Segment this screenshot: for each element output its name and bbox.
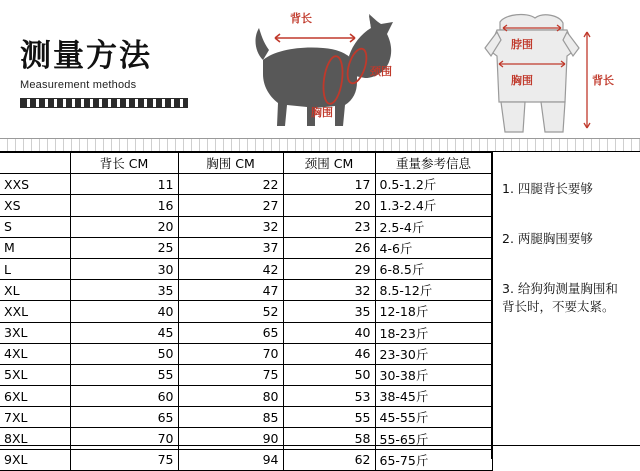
cell-weight: 6-8.5斤 (375, 258, 492, 279)
cell-size: XS (0, 195, 70, 216)
dog-illustration (245, 8, 405, 138)
table-row (0, 301, 492, 322)
page-title: 测量方法 (20, 38, 152, 74)
cell-chest: 70 (178, 343, 283, 364)
cell-weight: 38-45斤 (375, 386, 492, 407)
cell-weight: 18-23斤 (375, 322, 492, 343)
table-row (0, 322, 492, 343)
cell-neck: 53 (283, 386, 375, 407)
cell-weight: 12-18斤 (375, 301, 492, 322)
cell-chest: 65 (178, 322, 283, 343)
note-item: 2. 两腿胸围要够 (502, 231, 593, 246)
cell-chest: 80 (178, 386, 283, 407)
cell-back-length: 70 (70, 428, 178, 449)
cell-back-length: 20 (70, 216, 178, 237)
note-item: 3. 给狗狗测量胸围和背长时，不要太紧。 (502, 281, 618, 315)
dog-chest-label: 胸围 (311, 106, 333, 119)
cell-neck: 20 (283, 195, 375, 216)
bottom-divider (0, 445, 640, 446)
garment-back-length-label: 背长 (592, 74, 614, 87)
cell-back-length: 11 (70, 174, 178, 195)
table-row (0, 364, 492, 385)
cell-size: 5XL (0, 364, 70, 385)
cell-weight: 23-30斤 (375, 343, 492, 364)
cell-chest: 47 (178, 280, 283, 301)
table-row (0, 237, 492, 258)
note-item: 1. 四腿背长要够 (502, 181, 593, 196)
cell-neck: 29 (283, 258, 375, 279)
cell-chest: 27 (178, 195, 283, 216)
cell-chest: 94 (178, 449, 283, 470)
table-row (0, 386, 492, 407)
cell-back-length: 25 (70, 237, 178, 258)
garment-illustration (455, 6, 630, 142)
column-header-weight: 重量参考信息 (375, 153, 492, 174)
cell-chest: 37 (178, 237, 283, 258)
table-row (0, 216, 492, 237)
cell-weight: 30-38斤 (375, 364, 492, 385)
cell-neck: 17 (283, 174, 375, 195)
cell-chest: 85 (178, 407, 283, 428)
cell-neck: 62 (283, 449, 375, 470)
table-header (0, 153, 492, 174)
cell-weight: 0.5-1.2斤 (375, 174, 492, 195)
cell-weight: 65-75斤 (375, 449, 492, 470)
title-block (20, 40, 230, 108)
cell-back-length: 35 (70, 280, 178, 301)
cell-neck: 58 (283, 428, 375, 449)
table-row (0, 407, 492, 428)
cell-chest: 52 (178, 301, 283, 322)
cell-neck: 40 (283, 322, 375, 343)
cell-chest: 42 (178, 258, 283, 279)
size-table (0, 152, 493, 471)
illustration-band (0, 0, 640, 152)
cell-weight: 55-65斤 (375, 428, 492, 449)
table-row (0, 343, 492, 364)
column-header-chest: 胸围 CM (178, 153, 283, 174)
table-body (0, 174, 492, 471)
notes-column (492, 152, 640, 459)
cell-size: 7XL (0, 407, 70, 428)
cell-back-length: 55 (70, 364, 178, 385)
column-header-neck: 颈围 CM (283, 153, 375, 174)
garment-neck-label: 脖围 (511, 38, 533, 51)
column-header-size (0, 153, 70, 174)
column-header-back-length: 背长 CM (70, 153, 178, 174)
size-table-wrap (0, 152, 492, 468)
cell-size: 4XL (0, 343, 70, 364)
cell-chest: 90 (178, 428, 283, 449)
table-row (0, 258, 492, 279)
cell-chest: 75 (178, 364, 283, 385)
table-row (0, 195, 492, 216)
cell-back-length: 40 (70, 301, 178, 322)
cell-size: XXS (0, 174, 70, 195)
cell-back-length: 45 (70, 322, 178, 343)
cell-back-length: 60 (70, 386, 178, 407)
cell-weight: 8.5-12斤 (375, 280, 492, 301)
cell-size: 6XL (0, 386, 70, 407)
cell-size: XL (0, 280, 70, 301)
cell-neck: 46 (283, 343, 375, 364)
cell-size: S (0, 216, 70, 237)
table-row (0, 174, 492, 195)
table-header-row (0, 153, 492, 174)
dog-back-length-label: 背长 (290, 12, 312, 25)
cell-size: M (0, 237, 70, 258)
cell-weight: 45-55斤 (375, 407, 492, 428)
cell-back-length: 16 (70, 195, 178, 216)
cell-back-length: 65 (70, 407, 178, 428)
page-subtitle: Measurement methods (20, 78, 137, 91)
cell-size: 3XL (0, 322, 70, 343)
ruler-strip (0, 138, 640, 151)
garment-chest-label: 胸围 (511, 74, 533, 87)
cell-weight: 2.5-4斤 (375, 216, 492, 237)
cell-weight: 1.3-2.4斤 (375, 195, 492, 216)
cell-neck: 35 (283, 301, 375, 322)
cell-weight: 4-6斤 (375, 237, 492, 258)
cell-neck: 32 (283, 280, 375, 301)
cell-size: 9XL (0, 449, 70, 470)
cell-size: XXL (0, 301, 70, 322)
cell-back-length: 50 (70, 343, 178, 364)
dog-neck-label: 颈围 (370, 65, 392, 78)
cell-neck: 23 (283, 216, 375, 237)
table-row (0, 280, 492, 301)
ruler-decoration (20, 98, 188, 108)
cell-back-length: 75 (70, 449, 178, 470)
main-content (0, 152, 640, 468)
cell-size: L (0, 258, 70, 279)
cell-size: 8XL (0, 428, 70, 449)
cell-chest: 32 (178, 216, 283, 237)
cell-neck: 26 (283, 237, 375, 258)
cell-neck: 50 (283, 364, 375, 385)
cell-neck: 55 (283, 407, 375, 428)
cell-chest: 22 (178, 174, 283, 195)
cell-back-length: 30 (70, 258, 178, 279)
